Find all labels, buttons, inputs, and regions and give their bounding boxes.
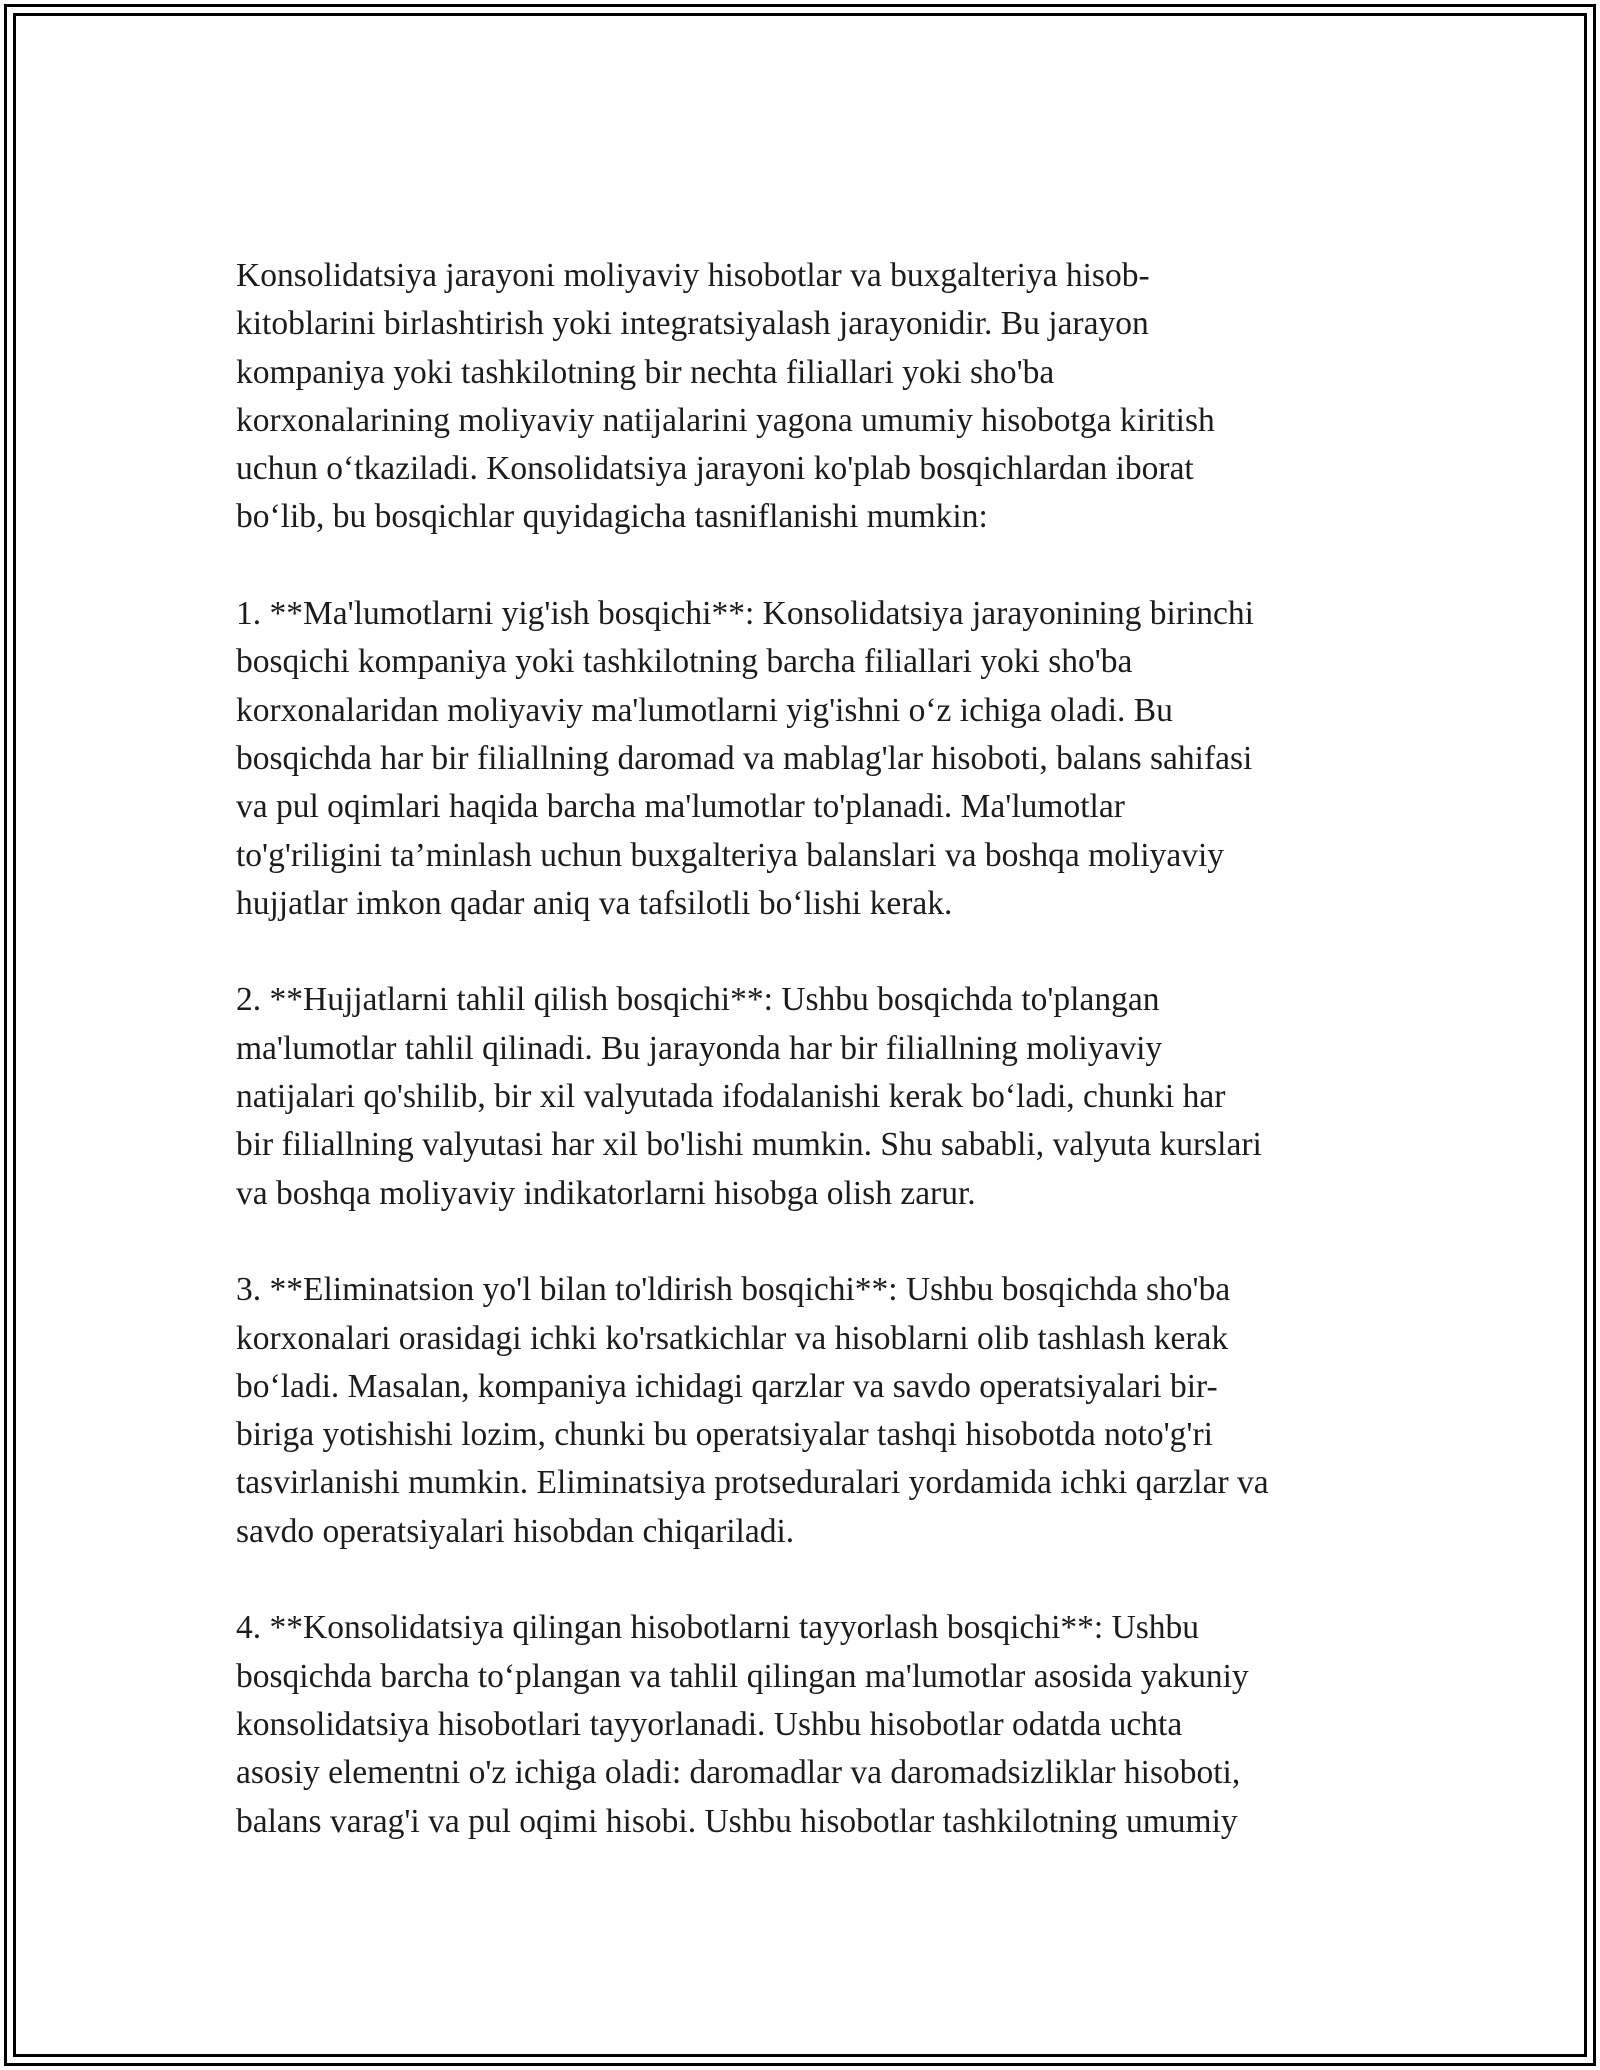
document-body (236, 252, 1396, 1894)
text-line: bir filiallning valyutasi har xil bo'lishi mumkin. Shu sababli, valyuta kurslari (236, 1126, 1262, 1164)
text-line: uchun oʻtkaziladi. Konsolidatsiya jarayoni ko'plab bosqichlardan iborat (236, 450, 1194, 488)
text-line: bosqichi kompaniya yoki tashkilotning barcha filiallari yoki sho'ba (236, 643, 1133, 681)
text-line: 1. **Ma'lumotlarni yig'ish bosqichi**: Konsolidatsiya jarayonining birinchi (236, 595, 1254, 633)
text-line: ma'lumotlar tahlil qilinadi. Bu jarayonda har bir filiallning moliyaviy (236, 1029, 1163, 1067)
text-line: bosqichda barcha toʻplangan va tahlil qilingan ma'lumotlar asosida yakuniy (236, 1657, 1249, 1695)
text-line: 3. **Eliminatsion yo'l bilan to'ldirish bosqichi**: Ushbu bosqichda sho'ba (236, 1271, 1231, 1309)
paragraph-step-3 (236, 1266, 1396, 1556)
text-line: 2. **Hujjatlarni tahlil qilish bosqichi**: Ushbu bosqichda to'plangan (236, 981, 1160, 1019)
text-line: to'g'riligini ta’minlash uchun buxgalteriya balanslari va boshqa moliyaviy (236, 836, 1225, 874)
text-line: asosiy elementni o'z ichiga oladi: daromadlar va daromadsizliklar hisoboti, (236, 1754, 1241, 1792)
paragraph-step-1 (236, 590, 1396, 928)
text-line: balans varag'i va pul oqimi hisobi. Ushbu hisobotlar tashkilotning umumiy (236, 1802, 1238, 1840)
text-line: tasvirlanishi mumkin. Eliminatsiya protseduralari yordamida ichki qarzlar va (236, 1464, 1269, 1502)
text-line: kitoblarini birlashtirish yoki integratsiyalash jarayonidir. Bu jarayon (236, 305, 1149, 343)
text-line: va boshqa moliyaviy indikatorlarni hisobga olish zarur. (236, 1174, 976, 1212)
text-line: konsolidatsiya hisobotlari tayyorlanadi. Ushbu hisobotlar odatda uchta (236, 1705, 1183, 1743)
text-line: boʻlib, bu bosqichlar quyidagicha tasniflanishi mumkin: (236, 498, 988, 536)
text-line: korxonalaridan moliyaviy ma'lumotlarni yig'ishni oʻz ichiga oladi. Bu (236, 691, 1173, 729)
text-line: biriga yotishishi lozim, chunki bu operatsiyalar tashqi hisobotda noto'g'ri (236, 1416, 1213, 1454)
text-line: boʻladi. Masalan, kompaniya ichidagi qarzlar va savdo operatsiyalari bir- (236, 1367, 1218, 1405)
text-line: 4. **Konsolidatsiya qilingan hisobotlarni tayyorlash bosqichi**: Ushbu (236, 1609, 1200, 1647)
text-line: natijalari qo'shilib, bir xil valyutada ifodalanishi kerak boʻladi, chunki har (236, 1078, 1226, 1116)
paragraph-step-2 (236, 976, 1396, 1217)
text-line: savdo operatsiyalari hisobdan chiqariladi. (236, 1512, 795, 1550)
text-line: Konsolidatsiya jarayoni moliyaviy hisobotlar va buxgalteriya hisob- (236, 257, 1150, 294)
text-line: korxonalari orasidagi ichki ko'rsatkichlar va hisoblarni olib tashlash kerak (236, 1319, 1229, 1357)
text-line: kompaniya yoki tashkilotning bir nechta filiallari yoki sho'ba (236, 353, 1055, 391)
text-line: hujjatlar imkon qadar aniq va tafsilotli boʻlishi kerak. (236, 884, 953, 922)
text-line: va pul oqimlari haqida barcha ma'lumotlar to'planadi. Ma'lumotlar (236, 788, 1125, 826)
text-line: bosqichda har bir filiallning daromad va mablag'lar hisoboti, balans sahifasi (236, 739, 1253, 777)
text-line: korxonalarining moliyaviy natijalarini yagona umumiy hisobotga kiritish (236, 401, 1215, 439)
paragraph-intro (236, 252, 1396, 542)
paragraph-step-4 (236, 1604, 1396, 1845)
